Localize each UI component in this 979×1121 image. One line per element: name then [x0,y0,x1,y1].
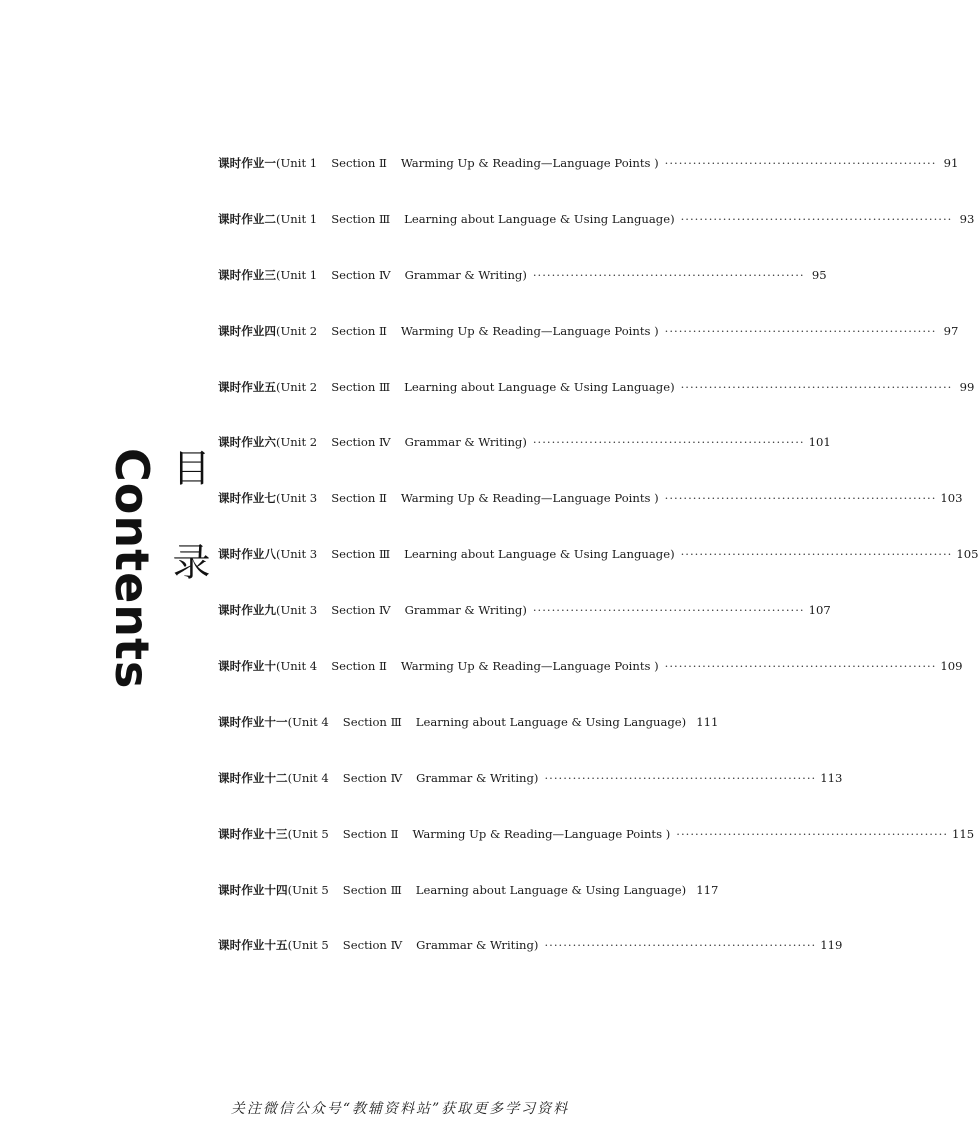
toc-topic: Warming Up & Reading—Language Points ) [400,491,659,506]
toc-entry[interactable] [218,602,831,658]
toc-unit: (Unit 4 [287,770,329,785]
toc-unit: (Unit 3 [275,603,318,618]
toc-entry[interactable] [218,490,963,546]
toc-section: Section Ⅱ [331,156,387,170]
leader-dots: ·························································· [532,603,805,618]
contents-title-chinese: 目录 [166,448,210,636]
toc-page-number: 113 [820,770,843,785]
toc-entry[interactable] [218,658,963,714]
toc-lesson: 课时作业十一 [218,714,288,729]
toc-unit: (Unit 1 [275,267,318,282]
toc-unit: (Unit 1 [275,211,318,226]
toc-page-number: 91 [943,156,959,170]
toc-lesson: 课时作业十四 [218,882,288,897]
toc-topic: Grammar & Writing) [404,267,527,282]
toc-topic: Warming Up & Reading—Language Points ) [412,826,671,841]
toc-unit: (Unit 1 [275,156,318,170]
leader-dots: ·························································· [664,491,937,506]
toc-topic: Learning about Language & Using Language) [404,379,675,394]
leader-dots: ·························································· [664,156,937,170]
toc-topic: Learning about Language & Using Language) [404,547,675,562]
toc-section: Section Ⅳ [331,435,391,450]
toc-entry[interactable] [218,770,843,826]
toc-lesson: 课时作业一 [218,156,276,170]
toc-entry[interactable] [218,211,975,267]
toc-page-number: 119 [820,938,843,953]
leader-dots: ·························································· [532,435,805,450]
toc-lesson: 课时作业九 [218,603,276,618]
toc-lesson: 课时作业十三 [218,826,288,841]
leader-dots: ·························································· [532,267,805,282]
toc-section: Section Ⅲ [331,379,391,394]
toc-page-number: 109 [940,659,963,674]
toc-lesson: 课时作业三 [218,267,276,282]
footer-note: 关注微信公众号“教辅资料站”获取更多学习资料 [230,1101,570,1117]
toc-entry[interactable] [218,546,979,602]
toc-topic: Learning about Language & Using Language) [415,714,687,729]
leader-dots: ·························································· [664,659,937,674]
toc-unit: (Unit 4 [275,659,318,674]
toc-lesson: 课时作业四 [218,323,276,338]
leader-dots: ·························································· [680,379,953,394]
toc-page-number: 115 [952,826,975,841]
toc-page-number: 107 [808,603,831,618]
toc-unit: (Unit 4 [287,714,329,729]
toc-page-number: 101 [808,435,831,450]
toc-unit: (Unit 2 [275,323,318,338]
leader-dots: ·························································· [544,938,817,953]
toc-topic: Warming Up & Reading—Language Points ) [400,659,659,674]
toc-section: Section Ⅱ [342,826,399,841]
toc-lesson: 课时作业十五 [218,938,288,953]
toc-section: Section Ⅳ [331,603,391,618]
toc-lesson: 课时作业六 [218,435,276,450]
toc-page-number: 111 [696,714,719,729]
toc-section: Section Ⅳ [342,938,403,953]
toc-unit: (Unit 5 [287,826,329,841]
toc-unit: (Unit 3 [275,547,318,562]
toc-topic: Warming Up & Reading—Language Points ) [400,323,659,338]
toc-entry[interactable] [218,714,719,770]
toc-entry[interactable] [218,155,959,211]
toc-section: Section Ⅱ [331,659,387,674]
toc-unit: (Unit 3 [275,491,318,506]
toc-entry[interactable] [218,379,975,435]
toc-section: Section Ⅱ [331,491,387,506]
toc-page-number: 97 [943,323,959,338]
toc-entry[interactable] [218,434,831,490]
toc-entry[interactable] [218,882,719,938]
toc-page-number: 103 [940,491,963,506]
toc-section: Section Ⅲ [331,547,391,562]
toc-entry[interactable] [218,267,827,323]
toc-topic: Warming Up & Reading—Language Points ) [400,156,659,170]
toc-topic: Grammar & Writing) [404,435,527,450]
toc-lesson: 课时作业二 [218,211,276,226]
toc-section: Section Ⅳ [331,267,391,282]
table-of-contents [218,155,979,993]
toc-topic: Grammar & Writing) [416,938,539,953]
toc-section: Section Ⅲ [342,882,402,897]
leader-dots: ·························································· [676,826,949,841]
toc-section: Section Ⅱ [331,323,387,338]
toc-unit: (Unit 5 [287,938,329,953]
contents-heading [105,448,212,690]
toc-lesson: 课时作业十二 [218,770,288,785]
toc-section: Section Ⅲ [331,211,391,226]
toc-entry[interactable] [218,323,959,379]
toc-lesson: 课时作业七 [218,491,276,506]
toc-lesson: 课时作业十 [218,659,276,674]
toc-lesson: 课时作业五 [218,379,276,394]
toc-topic: Learning about Language & Using Language) [404,211,675,226]
leader-dots: ·························································· [664,323,937,338]
leader-dots: ·························································· [680,547,953,562]
toc-entry[interactable] [218,826,975,882]
leader-dots: ·························································· [680,211,953,226]
toc-unit: (Unit 2 [275,435,318,450]
toc-page-number: 95 [811,267,827,282]
toc-section: Section Ⅲ [342,714,402,729]
toc-page-number: 99 [959,379,975,394]
toc-unit: (Unit 5 [287,882,329,897]
toc-entry[interactable] [218,937,843,993]
toc-topic: Learning about Language & Using Language) [415,882,687,897]
contents-title-english: Contents [105,448,159,690]
toc-page-number: 93 [959,211,975,226]
toc-page-number: 117 [696,882,719,897]
toc-unit: (Unit 2 [275,379,318,394]
leader-dots: ·························································· [544,770,817,785]
toc-topic: Grammar & Writing) [404,603,527,618]
toc-section: Section Ⅳ [342,770,403,785]
toc-lesson: 课时作业八 [218,547,276,562]
toc-page-number: 105 [956,547,979,562]
toc-topic: Grammar & Writing) [416,770,539,785]
